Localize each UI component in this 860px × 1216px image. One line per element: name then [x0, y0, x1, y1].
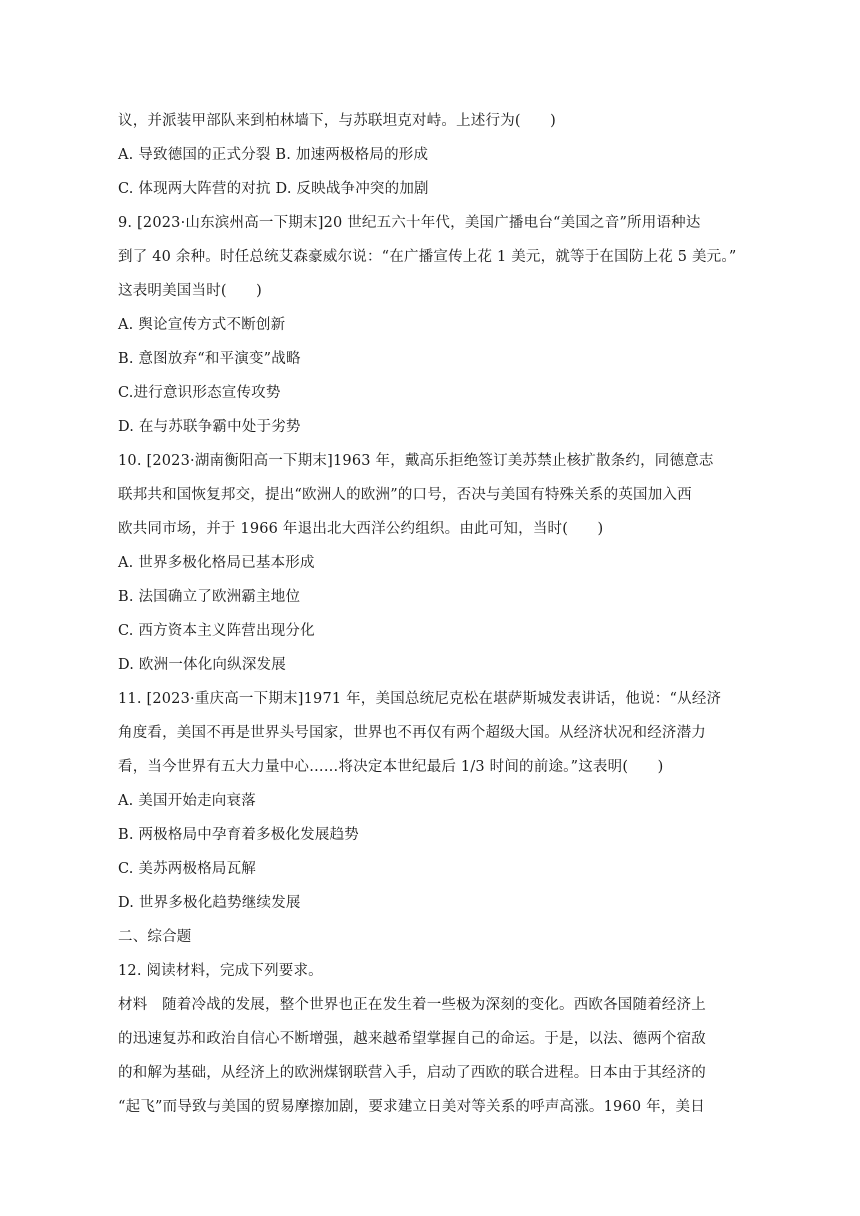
- q12-material-line-3: 的和解为基础，从经济上的欧洲煤钢联营入手，启动了西欧的联合进程。日本由于其经济的: [118, 1065, 706, 1081]
- q9-option-d: D. 在与苏联争霸中处于劣势: [118, 419, 301, 435]
- q8-options-ab: A. 导致德国的正式分裂 B. 加速两极格局的形成: [118, 147, 429, 163]
- q12-material-line-1: 材料 随着冷战的发展，整个世界也正在发生着一些极为深刻的变化。西欧各国随着经济上: [118, 997, 706, 1013]
- q9-option-a: A. 舆论宣传方式不断创新: [118, 317, 286, 333]
- section-heading-comprehensive: 二、综合题: [118, 929, 192, 945]
- q11-option-a: A. 美国开始走向衰落: [118, 793, 256, 809]
- q11-stem-line-3: 看，当今世界有五大力量中心……将决定本世纪最后 1/3 时间的前途。”这表明( ): [118, 759, 664, 775]
- q9-option-b: B. 意图放弃“和平演变”战略: [118, 351, 301, 367]
- q11-stem-line-1: 11. [2023·重庆高一下期末]1971 年，美国总统尼克松在堪萨斯城发表讲话，他说：“从经济: [118, 691, 722, 707]
- q10-stem-line-2: 联邦共和国恢复邦交，提出“欧洲人的欧洲”的口号，否决与美国有特殊关系的英国加入西: [118, 487, 692, 503]
- q11-option-c: C. 美苏两极格局瓦解: [118, 861, 256, 877]
- q8-options-cd: C. 体现两大阵营的对抗 D. 反映战争冲突的加剧: [118, 181, 429, 197]
- q9-option-c: C.进行意识形态宣传攻势: [118, 385, 281, 401]
- q9-stem-line-2: 到了 40 余种。时任总统艾森豪威尔说：“在广播宣传上花 1 美元，就等于在国防上花 5 美元。”: [118, 249, 737, 265]
- q9-stem-line-3: 这表明美国当时( ): [118, 283, 263, 299]
- q10-option-c: C. 西方资本主义阵营出现分化: [118, 623, 315, 639]
- q10-stem-line-3: 欧共同市场，并于 1966 年退出北大西洋公约组织。由此可知，当时( ): [118, 521, 604, 537]
- q10-option-a: A. 世界多极化格局已基本形成: [118, 555, 315, 571]
- q10-stem-line-1: 10. [2023·湖南衡阳高一下期末]1963 年，戴高乐拒绝签订美苏禁止核扩散条约，同德意志: [118, 453, 714, 469]
- q11-stem-line-2: 角度看，美国不再是世界头号国家，世界也不再仅有两个超级大国。从经济状况和经济潜力: [118, 725, 706, 741]
- q10-option-b: B. 法国确立了欧洲霸主地位: [118, 589, 301, 605]
- q12-material-line-4: “起飞”而导致与美国的贸易摩擦加剧，要求建立日美对等关系的呼声高涨。1960 年，美日: [118, 1099, 705, 1115]
- q8-stem-continued: 议，并派装甲部队来到柏林墙下，与苏联坦克对峙。上述行为( ): [118, 113, 557, 129]
- q11-option-b: B. 两极格局中孕育着多极化发展趋势: [118, 827, 359, 843]
- q11-option-d: D. 世界多极化趋势继续发展: [118, 895, 301, 911]
- q12-material-line-2: 的迅速复苏和政治自信心不断增强，越来越希望掌握自己的命运。于是，以法、德两个宿敌: [118, 1031, 706, 1047]
- q9-stem-line-1: 9. [2023·山东滨州高一下期末]20 世纪五六十年代，美国广播电台“美国之音”所用语种达: [118, 215, 701, 231]
- q12-instruction: 12. 阅读材料，完成下列要求。: [118, 963, 323, 979]
- q10-option-d: D. 欧洲一体化向纵深发展: [118, 657, 286, 673]
